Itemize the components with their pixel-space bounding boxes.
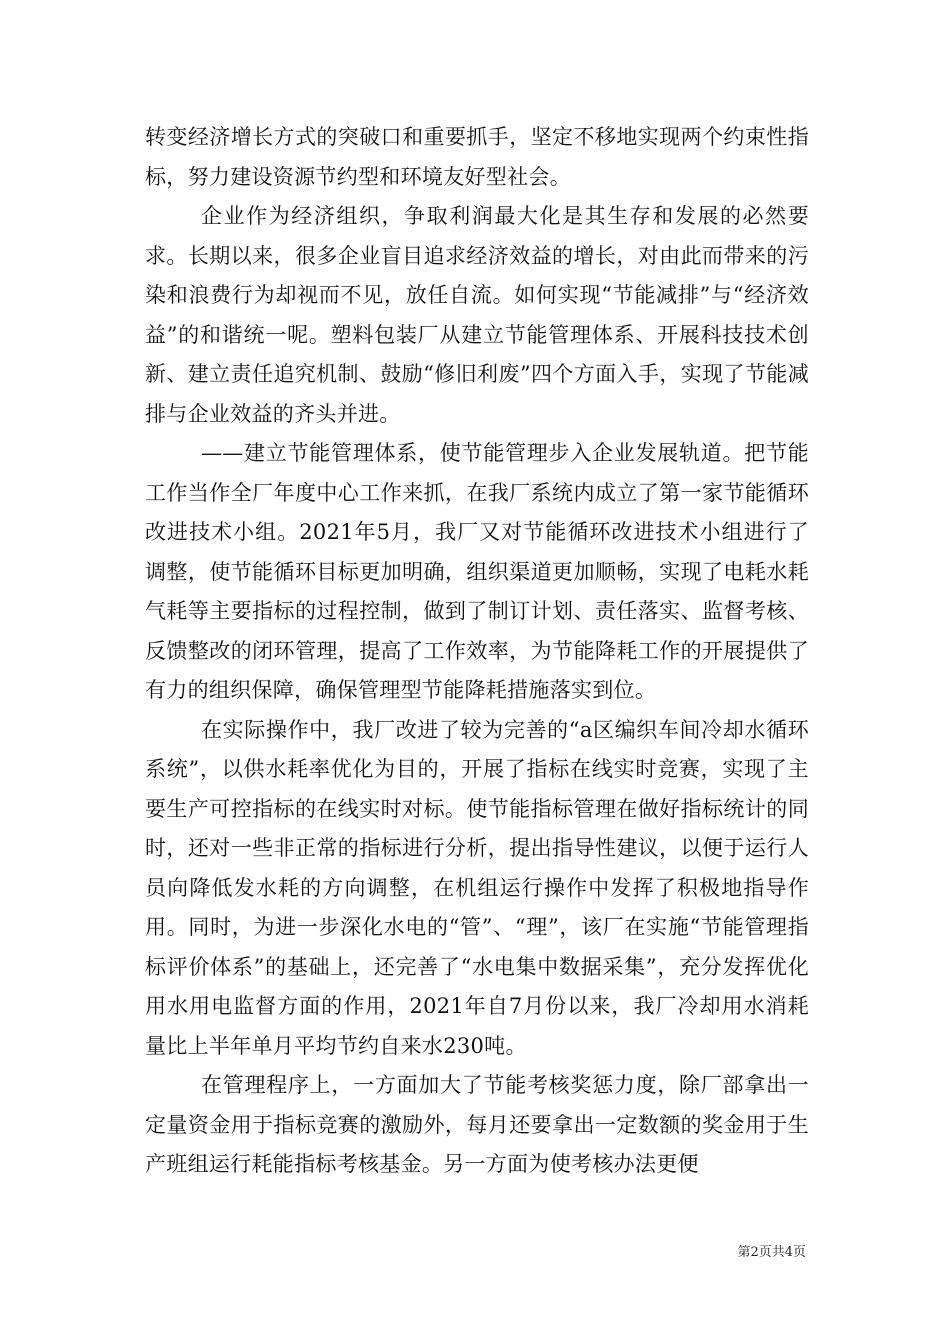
paragraph-5: 在管理程序上，一方面加大了节能考核奖惩力度，除厂部拿出一定量资金用于指标竞赛的激励外，每月还要拿出一定数额的奖金用于生产班组运行耗能指标考核基金。另一方面为使考核办法更便 <box>145 1073 809 1176</box>
paragraph-4: 在实际操作中，我厂改进了较为完善的“a区编织车间冷却水循环系统”，以供水耗率优化为目的，开展了指标在线实时竞赛，实现了主要生产可控指标的在线实时对标。使节能指标管理在做好指标统计的同时，还对一些非正常的指标进行分析，提出指导性建议，以便于运行人员向降低发水耗的方向调整，在机组运行操作中发挥了积极地指导作用。同时，为进一步深化水电的“管”、“理”，该厂在实施“节能管理指标评价体系”的基础上，还完善了“水电集中数据采集”，充分发挥优化用水用电监督方面的作用，2021年自7月份以来，我厂冷却用水消耗量比上半年单月平均节约自来水230吨。 <box>145 717 809 1058</box>
document-body <box>145 118 809 1185</box>
paragraph-2: 企业作为经济组织，争取利润最大化是其生存和发展的必然要求。长期以来，很多企业盲目追求经济效益的增长，对由此而带来的污染和浪费行为却视而不见，放任自流。如何实现“节能减排”与“经济效益”的和谐统一呢。塑料包装厂从建立节能管理体系、开展科技技术创新、建立责任追究机制、鼓励“修旧利废”四个方面入手，实现了节能减排与企业效益的齐头并进。 <box>145 204 809 426</box>
paragraph-3: ——建立节能管理体系，使节能管理步入企业发展轨道。把节能工作当作全厂年度中心工作来抓，在我厂系统内成立了第一家节能循环改进技术小组。2021年5月，我厂又对节能循环改进技术小组进行了调整，使节能循环目标更加明确，组织渠道更加顺畅，实现了电耗水耗气耗等主要指标的过程控制，做到了制订计划、责任落实、监督考核、反馈整改的闭环管理，提高了工作效率，为节能降耗工作的开展提供了有力的组织保障，确保管理型节能降耗措施落实到位。 <box>145 441 809 702</box>
paragraph-1: 转变经济增长方式的突破口和重要抓手，坚定不移地实现两个约束性指标，努力建设资源节约型和环境友好型社会。 <box>145 125 809 189</box>
page-number-footer: 第2页共4页 <box>737 1245 806 1260</box>
